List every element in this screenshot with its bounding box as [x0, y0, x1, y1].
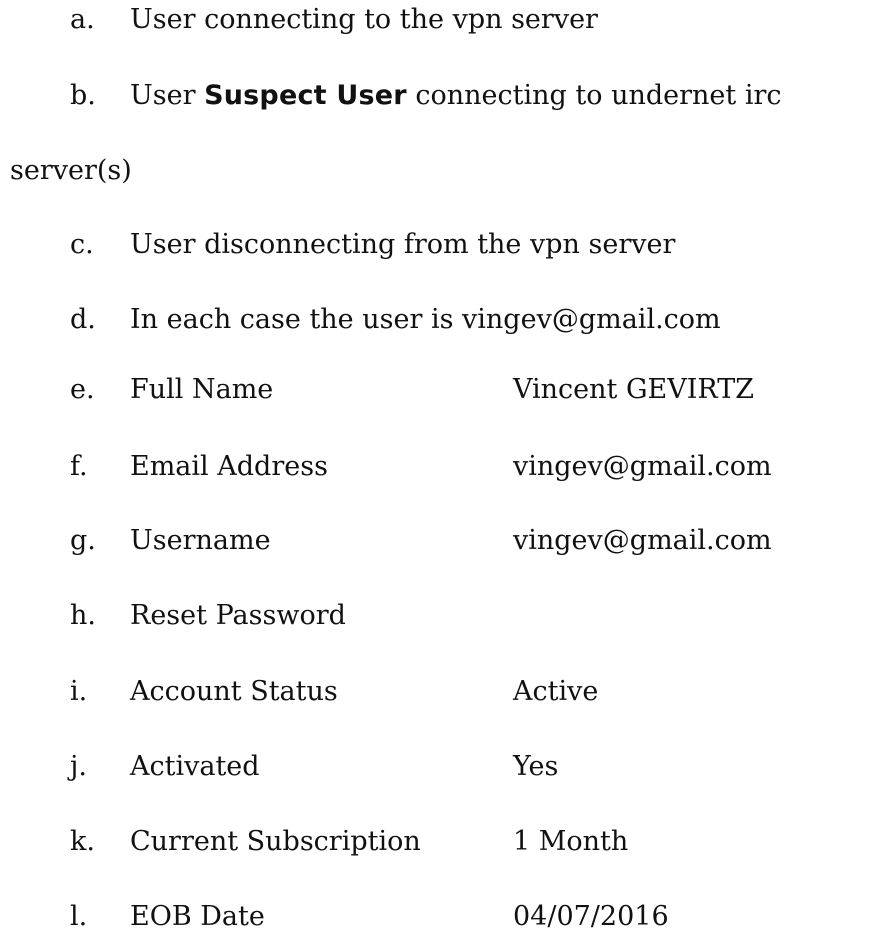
field-row-username: [0, 521, 886, 561]
field-value: 1 Month: [513, 826, 629, 857]
item-letter: f.: [70, 451, 88, 482]
field-row-email-address: [0, 447, 886, 487]
field-row-reset-password: [0, 596, 886, 636]
item-letter: a.: [70, 4, 95, 35]
field-value: vingev@gmail.com: [513, 525, 772, 556]
field-label: EOB Date: [130, 901, 265, 932]
item-letter: c.: [70, 229, 94, 260]
field-label: Username: [130, 525, 271, 556]
item-text-suffix: connecting to undernet irc: [406, 80, 782, 111]
field-value: Vincent GEVIRTZ: [513, 374, 755, 405]
item-text-prefix: User: [130, 80, 205, 111]
field-row-current-subscription: [0, 822, 886, 862]
field-row-full-name: [0, 370, 886, 410]
item-text: User connecting to the vpn server: [130, 4, 598, 35]
item-letter: j.: [70, 751, 87, 782]
list-item-c: [0, 225, 886, 265]
field-row-activated: [0, 747, 886, 787]
field-value: Active: [513, 676, 599, 707]
field-value: Yes: [513, 751, 559, 782]
field-value: 04/07/2016: [513, 901, 669, 932]
item-letter: g.: [70, 525, 96, 556]
field-label: Current Subscription: [130, 826, 421, 857]
item-text: User disconnecting from the vpn server: [130, 229, 676, 260]
item-text: [130, 76, 782, 116]
item-letter: e.: [70, 374, 95, 405]
list-item-b-continuation: [0, 151, 886, 191]
suspect-user-label: Suspect User: [204, 80, 407, 111]
item-text: In each case the user is vingev@gmail.com: [130, 304, 721, 335]
field-label: Account Status: [130, 676, 338, 707]
item-letter: k.: [70, 826, 95, 857]
item-letter: l.: [70, 901, 88, 932]
field-label: Reset Password: [130, 600, 346, 631]
item-letter: b.: [70, 80, 96, 111]
field-row-account-status: [0, 672, 886, 712]
field-label: Email Address: [130, 451, 328, 482]
item-letter: h.: [70, 600, 96, 631]
field-label: Full Name: [130, 374, 274, 405]
item-letter: d.: [70, 304, 96, 335]
field-value: vingev@gmail.com: [513, 451, 772, 482]
item-letter: i.: [70, 676, 88, 707]
item-text-continuation: server(s): [10, 155, 132, 186]
field-label: Activated: [130, 751, 260, 782]
list-item-d: [0, 300, 886, 340]
list-item-a: [0, 0, 886, 40]
list-item-b: [0, 76, 886, 116]
field-row-eob-date: [0, 897, 886, 937]
